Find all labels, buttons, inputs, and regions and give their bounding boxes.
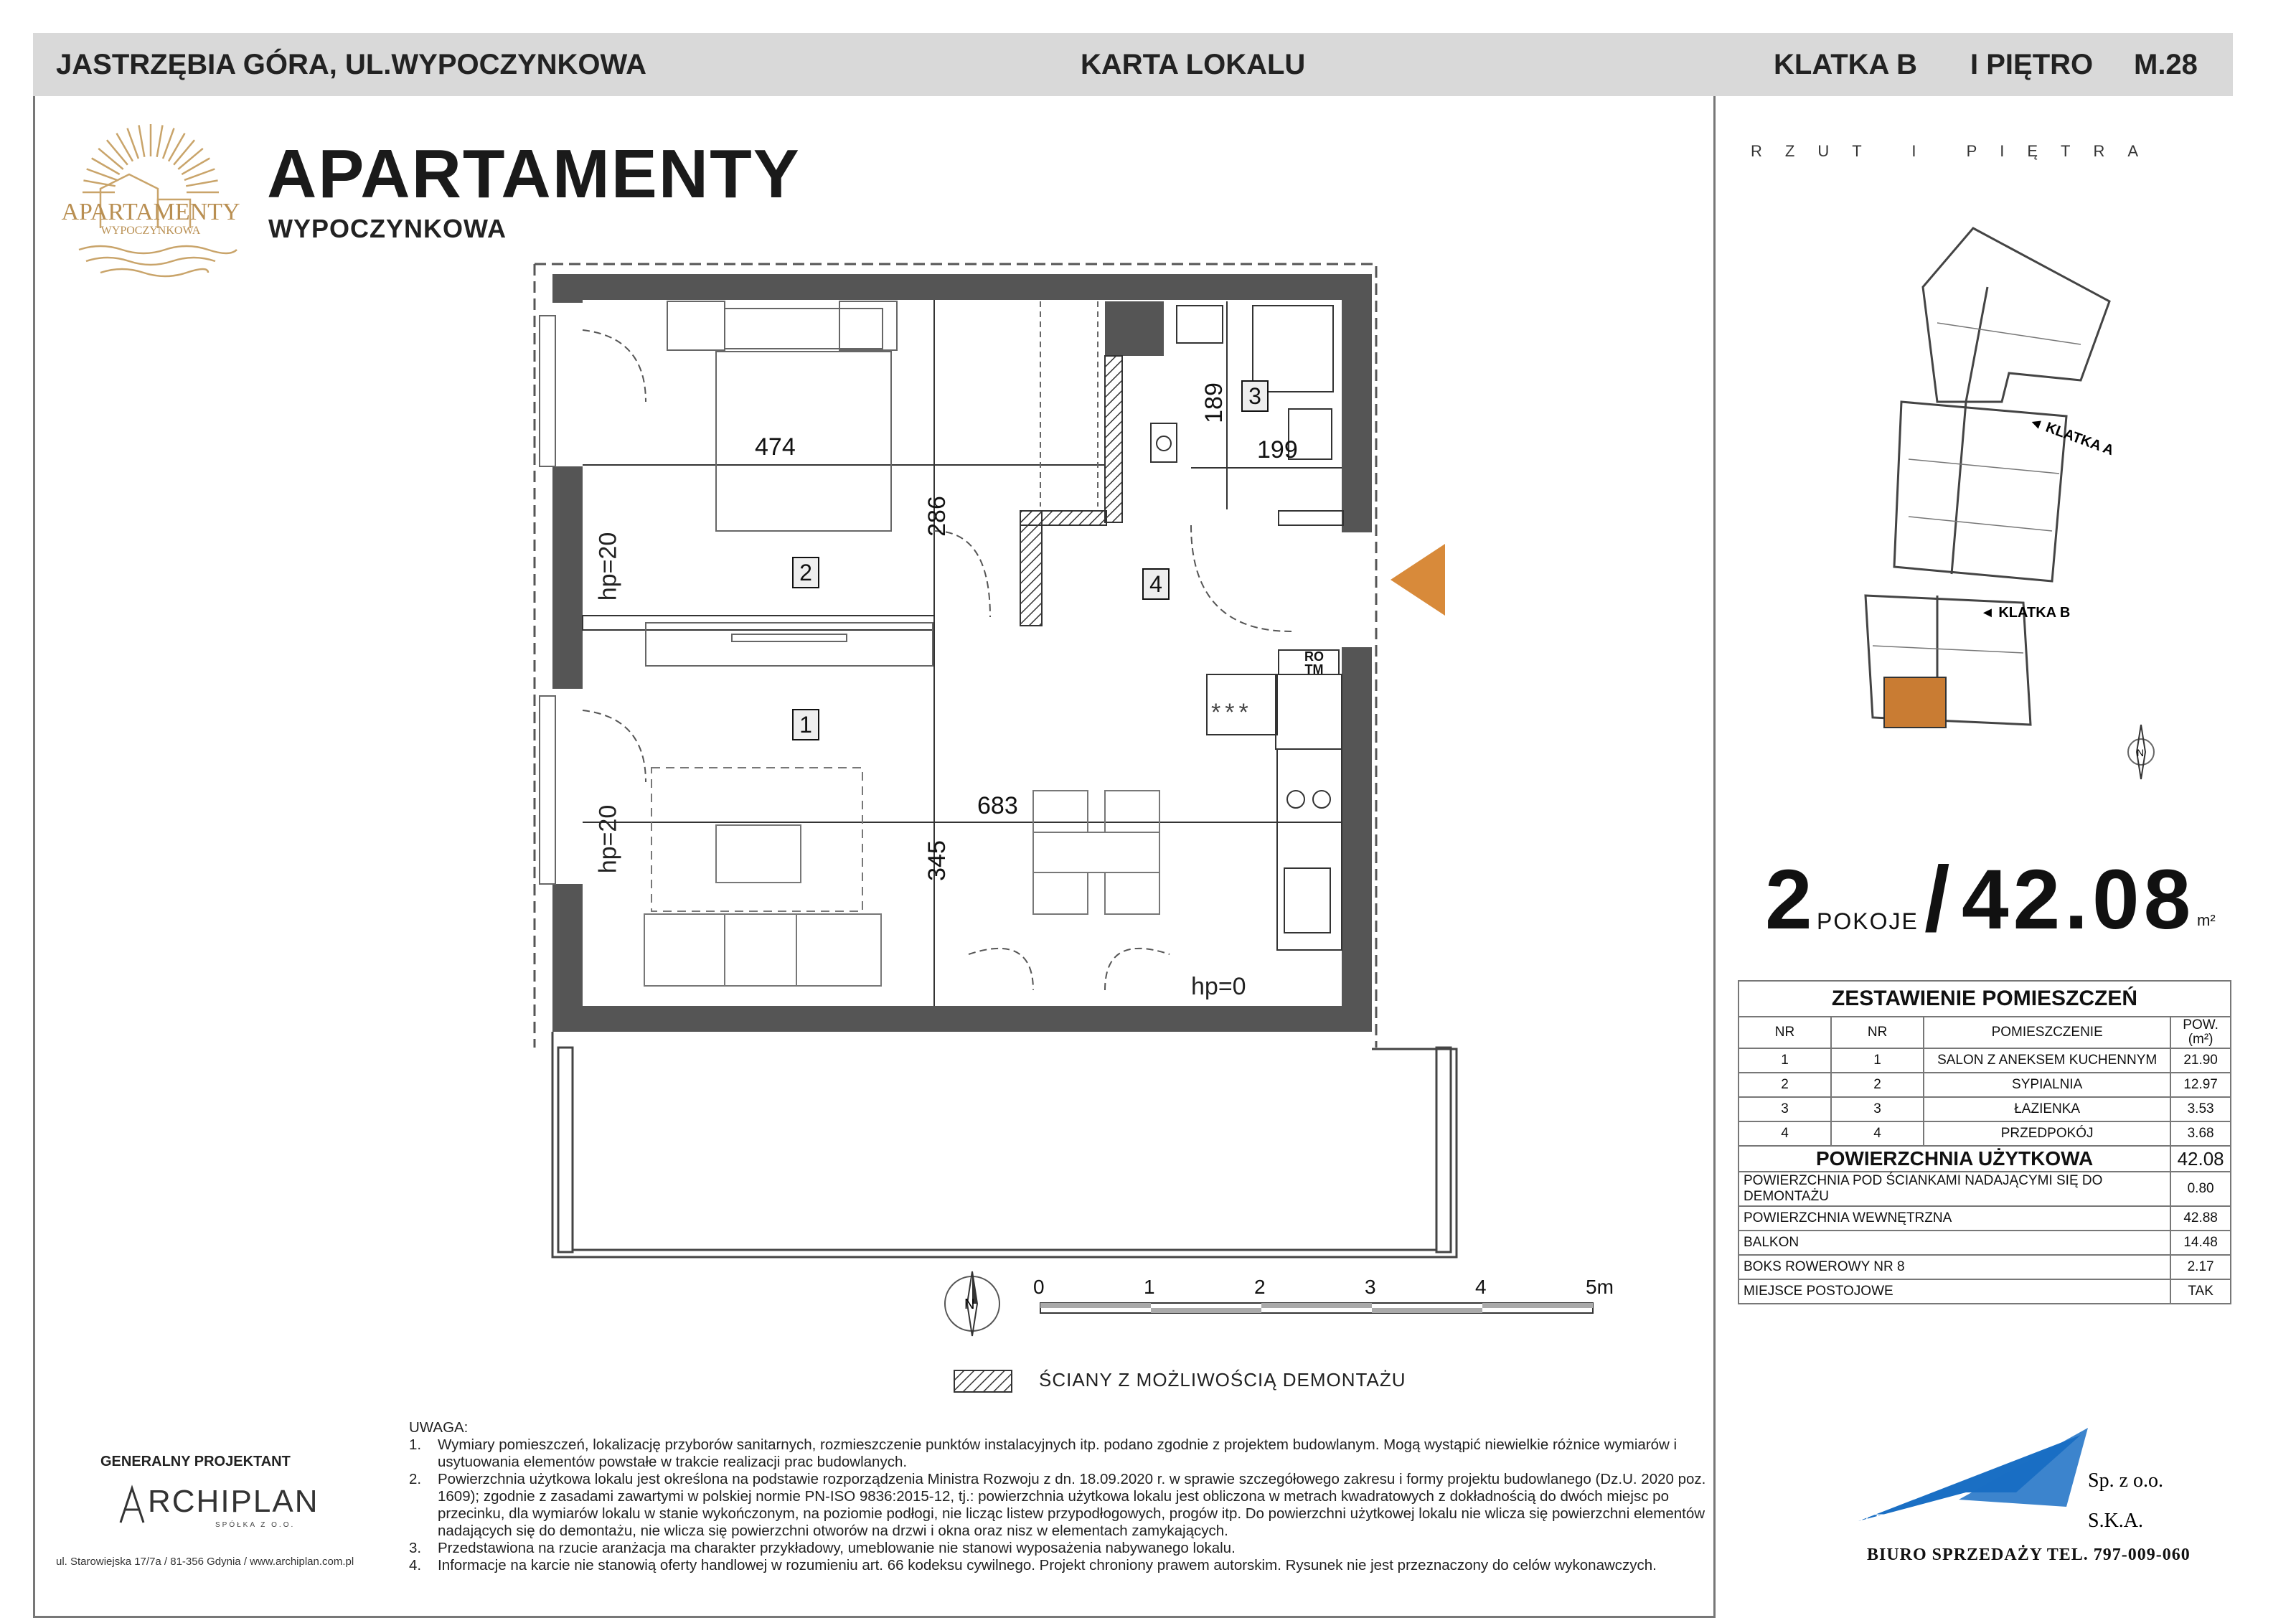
scale-bar	[1040, 1303, 1600, 1317]
compass-icon	[933, 1264, 1012, 1343]
frame-divider	[1713, 96, 1716, 1617]
hp-bedroom: hp=20	[594, 532, 622, 601]
extra-row: POWIERZCHNIA POD ŚCIANKAMI NADAJĄCYMI SIĘ DO DEMONTAŻU 0.80	[1739, 1172, 2231, 1206]
total-area: 42.08	[1962, 852, 2196, 947]
archiplan-address: ul. Starowiejska 17/7a / 81-356 Gdynia / www.archiplan.com.pl	[56, 1556, 354, 1568]
th-area: POW. (m²)	[2170, 1017, 2231, 1048]
frame-bottom	[33, 1616, 1716, 1618]
logo-subtitle: WYPOCZYNKOWA	[100, 225, 201, 237]
klatka-a-label: ◄ KLATKA A	[2026, 413, 2116, 459]
notes	[409, 1419, 1715, 1574]
scale-2: 2	[1254, 1276, 1266, 1298]
hp-living: hp=20	[594, 804, 622, 874]
summary-slash: /	[1924, 848, 1950, 951]
rooms-table	[1738, 980, 2231, 1304]
header-unit: M.28	[2134, 49, 2198, 80]
svg-text:S.K.A.: S.K.A.	[2088, 1510, 2144, 1532]
ro-tm-label: RO TM	[1304, 649, 1324, 677]
header-staircase: KLATKA B	[1774, 49, 1917, 80]
brand-subtitle: WYPOCZYNKOWA	[268, 214, 507, 243]
svg-text:Sp. z o.o.: Sp. z o.o.	[2088, 1469, 2163, 1492]
note-item: 3. Przedstawiona na rzucie aranżacja ma charakter przykładowy, umeblowanie nie stanowi wyposażenia nabywanego lokalu.	[409, 1540, 1236, 1556]
svg-text:N: N	[964, 1297, 975, 1312]
scale-5: 5m	[1586, 1276, 1614, 1298]
building-key-plan	[1858, 222, 2145, 768]
floor-key-title: RZUT I PIĘTRA	[1751, 142, 2162, 160]
extra-row: MIEJSCE POSTOJOWE TAK	[1739, 1279, 2231, 1304]
room-4-label: 4	[1142, 568, 1170, 600]
dim-683: 683	[977, 792, 1018, 819]
header-floor: I PIĘTRO	[1970, 49, 2094, 80]
notes-title: UWAGA:	[409, 1419, 469, 1436]
dim-345: 345	[923, 840, 951, 881]
klatka-b-label: ◄ KLATKA B	[1980, 605, 2071, 621]
header-location: JASTRZĘBIA GÓRA, UL.WYPOCZYNKOWA	[56, 49, 646, 80]
rooms-label: POKOJE	[1817, 908, 1919, 934]
room-1-label: 1	[792, 709, 819, 740]
note-item: 2. Powierzchnia użytkowa lokalu jest określona na podstawie rozporządzenia Ministra Rozwoju z dn. 18.09.2020 r. w sprawie szczegółowego zakresu i formy projektu budowlanego (Dz.U. 2020 poz. 1609); zgodnie z zasadami zawartymi w polskiej normie PN-ISO 9836:2015-12, tj.: powierzchnia użytkowa lokalu jest obliczona w metrach kwadratowych z dokładnością do dwóch miejsc po przecinku, dla wymiarów lokalu w stanie wykończonym, na poziomie podłogi, nie licząc listew przypodłogowych, progów itp. Do powierzchni użytkowej lokalu nie wlicza się powierzchni elementów nadających się do demontażu, nie wlicza się powierzchni otworów na drzwi i okna oraz nisz w elementach zamykających.	[409, 1471, 1706, 1539]
th-nr1: NR	[1739, 1017, 1831, 1048]
scale-3: 3	[1365, 1276, 1376, 1298]
table-row: 1 1 SALON Z ANEKSEM KUCHENNYM 21.90	[1739, 1048, 2231, 1073]
extra-row: BOKS ROWEROWY NR 8 2.17	[1739, 1255, 2231, 1279]
key-north: N	[2137, 747, 2145, 758]
archiplan-sub: SPÓŁKA Z O.O.	[215, 1521, 296, 1529]
brand-title: APARTAMENTY	[267, 136, 801, 212]
table-row: 2 2 SYPIALNIA 12.97	[1739, 1073, 2231, 1097]
archiplan-logo-icon	[118, 1485, 146, 1524]
frame-left	[33, 96, 35, 1617]
logo-title: APARTAMENTY	[61, 199, 240, 225]
room-3-label: 3	[1241, 380, 1269, 412]
room-2-label: 2	[792, 557, 819, 588]
th-nr2: NR	[1831, 1017, 1924, 1048]
dim-474: 474	[755, 433, 796, 461]
stove-mark: ***	[1211, 699, 1253, 726]
svg-text:V ELMIS GK: V ELMIS GK	[1857, 1510, 1962, 1531]
scale-4: 4	[1475, 1276, 1487, 1298]
dim-199: 199	[1257, 436, 1298, 464]
sales-phone: BIURO SPRZEDAŻY TEL. 797-009-060	[1867, 1546, 2191, 1564]
note-item: 4. Informacje na karcie nie stanowią oferty handlowej w rozumieniu art. 66 kodeksu cywilnego. Projekt chroniony prawem autorskim. Rysunek nie jest przeznaczony do celów wykonawczych.	[409, 1557, 1657, 1573]
th-name: POMIESZCZENIE	[1924, 1017, 2170, 1048]
usable-area-row: POWIERZCHNIA UŻYTKOWA 42.08	[1739, 1146, 2231, 1172]
table-row: 3 3 ŁAZIENKA 3.53	[1739, 1097, 2231, 1121]
extra-row: POWIERZCHNIA WEWNĘTRZNA 42.88	[1739, 1206, 2231, 1231]
rooms-count: 2	[1765, 852, 1812, 947]
note-item: 1. Wymiary pomieszczeń, lokalizację przyborów sanitarnych, rozmieszczenie punktów instalacyjnych itp. podano zgodnie z projektem budowlanym. Mogą wystąpić niewielkie różnice wymiarów i usytuowania elementów powstałe w trakcie realizacji prac budowlanych.	[409, 1436, 1678, 1470]
floor-plan	[502, 244, 1507, 1270]
archiplan-name: RCHIPLAN	[148, 1484, 319, 1519]
area-unit: m²	[2197, 911, 2216, 929]
scale-0: 0	[1033, 1276, 1045, 1298]
extra-row: BALKON 14.48	[1739, 1231, 2231, 1255]
brand-logo	[50, 121, 251, 286]
table-row: 4 4 PRZEDPOKÓJ 3.68	[1739, 1121, 2231, 1146]
dim-286: 286	[923, 496, 951, 537]
general-designer-label: GENERALNY PROJEKTANT	[100, 1454, 291, 1469]
legend-demontaz: ŚCIANY Z MOŻLIWOŚCIĄ DEMONTAŻU	[1039, 1369, 1406, 1391]
velmis-logo	[1851, 1399, 2167, 1532]
hp-kitchen: hp=0	[1191, 973, 1246, 1000]
table-title: ZESTAWIENIE POMIESZCZEŃ	[1739, 981, 2231, 1017]
dim-189: 189	[1200, 382, 1228, 423]
scale-1: 1	[1144, 1276, 1155, 1298]
header-bar	[33, 33, 2233, 96]
header-card-title: KARTA LOKALU	[1081, 49, 1306, 80]
